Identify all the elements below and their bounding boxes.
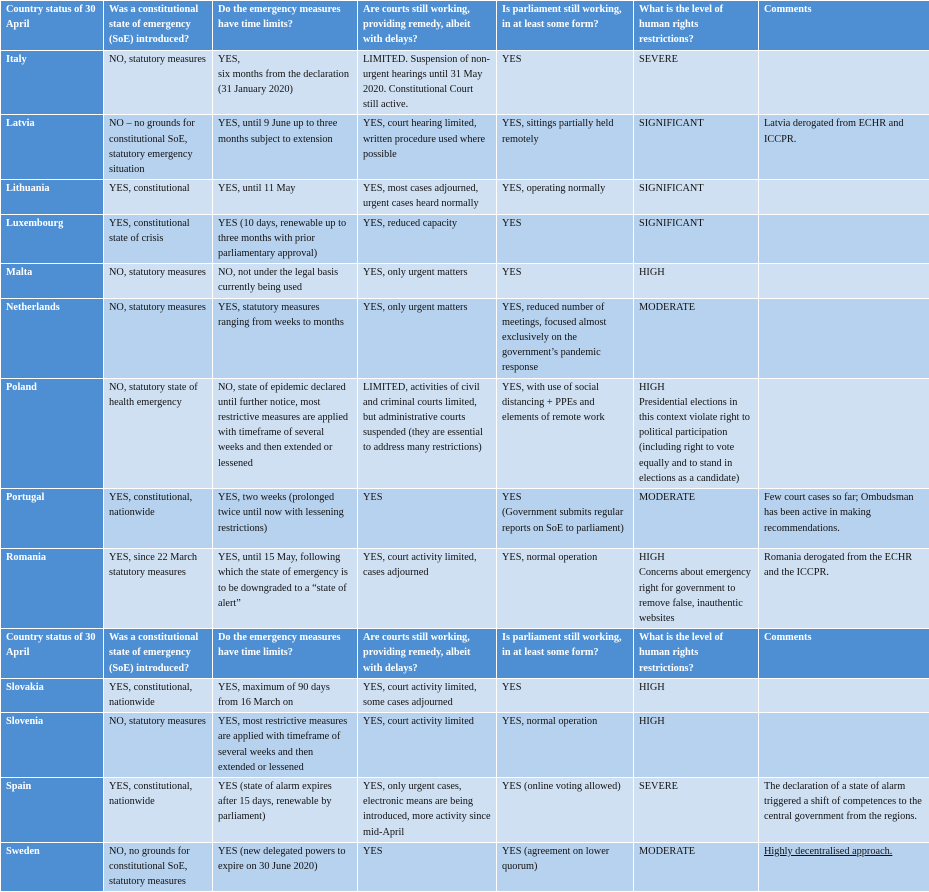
comments-cell <box>759 713 929 778</box>
time-line-2: six months from the declaration (31 January 2020) <box>218 69 349 95</box>
time-cell: YES (new delegated powers to expire on 30 June 2020) <box>213 842 358 892</box>
table-row <box>1 549 929 629</box>
soe-cell: YES, constitutional, nationwide <box>104 489 213 549</box>
parliament-cell: YES, with use of social distancing + PPEs and elements of remote work <box>497 378 634 488</box>
table-row <box>1 489 929 549</box>
header-hr-level: What is the level of human rights restrictions? <box>634 1 759 51</box>
parliament-cell: YES, normal operation <box>497 549 634 629</box>
country-cell: Lithuania <box>1 180 104 214</box>
table-row <box>1 264 929 298</box>
parliament-cell: YES <box>497 50 634 115</box>
comments-cell: Romania derogated from the ECHR and the ICCPR. <box>759 549 929 629</box>
comments-cell <box>759 264 929 298</box>
soe-cell: YES, constitutional, nationwide <box>104 678 213 712</box>
time-cell: YES, until 11 May <box>213 180 358 214</box>
courts-cell: YES <box>358 842 497 892</box>
table-row <box>1 115 929 180</box>
table-row <box>1 50 929 115</box>
comments-cell <box>759 50 929 115</box>
soe-cell: YES, constitutional, nationwide <box>104 777 213 842</box>
parliament-cell: YES <box>497 264 634 298</box>
hr-cell: SIGNIFICANT <box>634 180 759 214</box>
comments-cell <box>759 678 929 712</box>
parliament-cell: YES, sittings partially held remotely <box>497 115 634 180</box>
hr-cell: MODERATE <box>634 489 759 549</box>
courts-cell: YES, only urgent cases, electronic means are being introduced, more activity since mid-April <box>358 777 497 842</box>
parliament-status: YES <box>502 492 521 503</box>
comments-cell: Latvia derogated from ECHR and ICCPR. <box>759 115 929 180</box>
soe-cell: NO, statutory measures <box>104 264 213 298</box>
soe-cell: NO, no grounds for constitutional SoE, statutory measures <box>104 842 213 892</box>
soe-cell: NO, statutory measures <box>104 713 213 778</box>
table-row <box>1 378 929 488</box>
courts-cell: LIMITED, activities of civil and criminal courts limited, but administrative courts suspended (they are essential to address many restrictions) <box>358 378 497 488</box>
header-parliament: Is parliament still working, in at least some form? <box>497 629 634 679</box>
hr-cell: SEVERE <box>634 777 759 842</box>
parliament-cell: YES <box>497 214 634 264</box>
parliament-cell: YES, normal operation <box>497 713 634 778</box>
courts-cell: YES, court activity limited, some cases adjourned <box>358 678 497 712</box>
hr-level: HIGH <box>639 552 665 563</box>
parliament-cell: YES, operating normally <box>497 180 634 214</box>
comments-cell: Few court cases so far; Ombudsman has been active in making recommendations. <box>759 489 929 549</box>
country-cell: Spain <box>1 777 104 842</box>
hr-note: Presidential elections in this context violate right to political participation (including right to vote equally and to stand in elections as a candidate) <box>639 397 750 484</box>
country-cell: Netherlands <box>1 298 104 378</box>
header-courts: Are courts still working, providing remedy, albeit with delays? <box>358 1 497 51</box>
courts-cell: YES <box>358 489 497 549</box>
soe-cell: YES, constitutional state of crisis <box>104 214 213 264</box>
parliament-cell <box>497 489 634 549</box>
hr-cell <box>634 549 759 629</box>
header-hr-level: What is the level of human rights restrictions? <box>634 629 759 679</box>
parliament-cell: YES (agreement on lower quorum) <box>497 842 634 892</box>
soe-cell: YES, constitutional <box>104 180 213 214</box>
parliament-cell: YES (online voting allowed) <box>497 777 634 842</box>
table-row <box>1 180 929 214</box>
comments-cell <box>759 298 929 378</box>
country-cell: Latvia <box>1 115 104 180</box>
time-cell: YES, until 15 May, following which the state of emergency is to be downgraded to a “state of alert” <box>213 549 358 629</box>
country-cell: Poland <box>1 378 104 488</box>
header-country: Country status of 30 April <box>1 1 104 51</box>
soe-cell: NO, statutory measures <box>104 50 213 115</box>
soe-cell: NO, statutory measures <box>104 298 213 378</box>
repeated-header-row <box>1 629 929 679</box>
courts-cell: YES, only urgent matters <box>358 264 497 298</box>
hr-cell: SIGNIFICANT <box>634 115 759 180</box>
hr-cell: MODERATE <box>634 298 759 378</box>
hr-cell: MODERATE <box>634 842 759 892</box>
hr-cell: HIGH <box>634 678 759 712</box>
comments-cell: The declaration of a state of alarm triggered a shift of competences to the central government from the regions. <box>759 777 929 842</box>
hr-cell: HIGH <box>634 264 759 298</box>
header-soe: Was a constitutional state of emergency (SoE) introduced? <box>104 1 213 51</box>
table-row <box>1 713 929 778</box>
country-cell: Romania <box>1 549 104 629</box>
courts-cell: YES, court activity limited, cases adjourned <box>358 549 497 629</box>
table-row <box>1 842 929 892</box>
hr-cell: SEVERE <box>634 50 759 115</box>
parliament-cell: YES, reduced number of meetings, focused almost exclusively on the government’s pandemic response <box>497 298 634 378</box>
time-cell: YES, two weeks (prolonged twice until now with lessening restrictions) <box>213 489 358 549</box>
hr-cell <box>634 378 759 488</box>
country-cell: Italy <box>1 50 104 115</box>
courts-cell: YES, reduced capacity <box>358 214 497 264</box>
courts-cell: YES, only urgent matters <box>358 298 497 378</box>
time-cell: NO, not under the legal basis currently being used <box>213 264 358 298</box>
hr-note: Concerns about emergency right for government to remove false, inauthentic websites <box>639 567 751 624</box>
header-time-limits: Do the emergency measures have time limits? <box>213 629 358 679</box>
country-cell: Luxembourg <box>1 214 104 264</box>
header-country: Country status of 30 April <box>1 629 104 679</box>
parliament-note: (Government submits regular reports on SoE to parliament) <box>502 507 624 533</box>
time-cell <box>213 50 358 115</box>
header-comments: Comments <box>759 629 929 679</box>
table-row <box>1 214 929 264</box>
courts-cell: YES, court hearing limited, written procedure used where possible <box>358 115 497 180</box>
header-time-limits: Do the emergency measures have time limits? <box>213 1 358 51</box>
country-cell: Slovenia <box>1 713 104 778</box>
parliament-cell: YES <box>497 678 634 712</box>
country-cell: Portugal <box>1 489 104 549</box>
hr-cell: SIGNIFICANT <box>634 214 759 264</box>
time-cell: YES (10 days, renewable up to three months with prior parliamentary approval) <box>213 214 358 264</box>
time-cell: YES, statutory measures ranging from weeks to months <box>213 298 358 378</box>
soe-cell: NO, statutory state of health emergency <box>104 378 213 488</box>
table-row <box>1 678 929 712</box>
soe-cell: YES, since 22 March statutory measures <box>104 549 213 629</box>
country-cell: Slovakia <box>1 678 104 712</box>
time-cell: NO, state of epidemic declared until further notice, most restrictive measures are applied with timeframe of several weeks and then extended or lessened <box>213 378 358 488</box>
country-cell: Malta <box>1 264 104 298</box>
comments-cell: Highly decentralised approach. <box>759 842 929 892</box>
comments-cell <box>759 378 929 488</box>
header-row <box>1 1 929 51</box>
table-row <box>1 298 929 378</box>
time-cell: YES, until 9 June up to three months subject to extension <box>213 115 358 180</box>
time-cell: YES (state of alarm expires after 15 days, renewable by parliament) <box>213 777 358 842</box>
hr-cell: HIGH <box>634 713 759 778</box>
courts-cell: YES, court activity limited <box>358 713 497 778</box>
header-soe: Was a constitutional state of emergency (SoE) introduced? <box>104 629 213 679</box>
comments-cell <box>759 214 929 264</box>
courts-cell: YES, most cases adjourned, urgent cases heard normally <box>358 180 497 214</box>
country-cell: Sweden <box>1 842 104 892</box>
soe-cell: NO – no grounds for constitutional SoE, statutory emergency situation <box>104 115 213 180</box>
comments-cell <box>759 180 929 214</box>
courts-cell: LIMITED. Suspension of non-urgent hearings until 31 May 2020. Constitutional Court still active. <box>358 50 497 115</box>
header-courts: Are courts still working, providing remedy, albeit with delays? <box>358 629 497 679</box>
header-parliament: Is parliament still working, in at least some form? <box>497 1 634 51</box>
time-cell: YES, maximum of 90 days from 16 March on <box>213 678 358 712</box>
hr-level: HIGH <box>639 382 665 393</box>
time-cell: YES, most restrictive measures are applied with timeframe of several weeks and then extended or lessened <box>213 713 358 778</box>
header-comments: Comments <box>759 1 929 51</box>
time-line-1: YES, <box>218 54 240 65</box>
